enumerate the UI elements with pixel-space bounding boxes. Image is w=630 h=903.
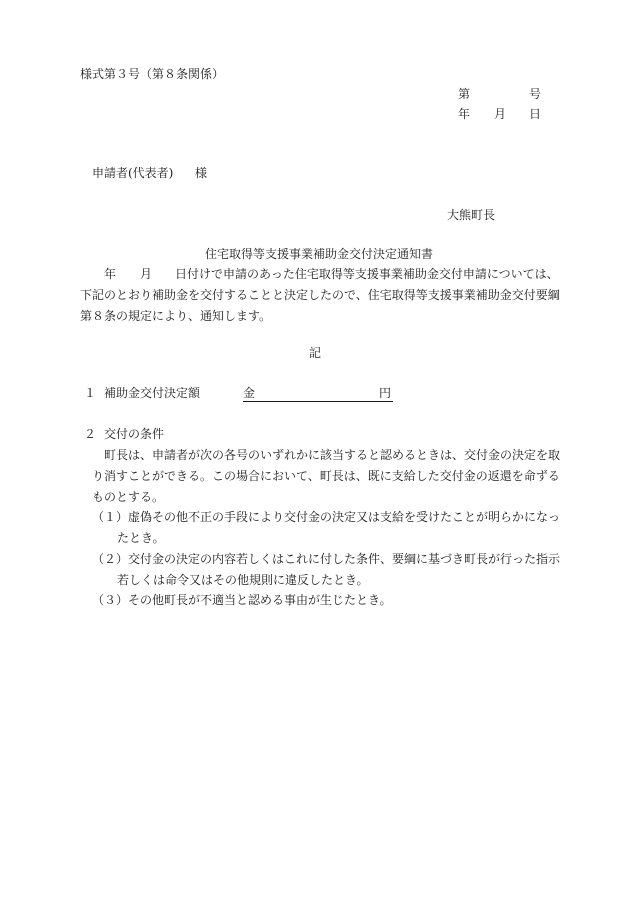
addressee-honorific: 様	[195, 166, 208, 180]
amount-prefix: 金	[243, 386, 256, 400]
condition-3-number: （３）	[92, 593, 129, 607]
condition-2-line-1: 交付金の決定の内容若しくはこれに付した条件、要綱に基づき町長が行った指示	[128, 552, 561, 566]
intro-year: 年	[104, 267, 117, 281]
intro-line-1: 日付けで申請のあった住宅取得等支援事業補助金交付申請については、	[175, 267, 559, 281]
date-year: 年	[458, 107, 471, 121]
amount-suffix: 円	[378, 386, 391, 400]
issuer: 大熊町長	[447, 208, 496, 222]
item2-label: 交付の条件	[104, 427, 165, 441]
item2-number: ２	[84, 427, 97, 441]
intro-month: 月	[140, 267, 153, 281]
intro-line-3: 第８条の規定により、通知します。	[80, 309, 272, 323]
condition-1-number: （１）	[92, 510, 129, 524]
amount-field	[243, 385, 393, 402]
doc-number-gou: 号	[529, 87, 542, 101]
condition-3-line-1: その他町長が不適当と認める事由が生じたとき。	[128, 593, 392, 607]
ki-heading: 記	[309, 346, 322, 360]
condition-2-number: （２）	[92, 552, 129, 566]
condition-1-line-2: たとき。	[117, 531, 165, 545]
item2-body-line-3: ものとする。	[92, 490, 165, 504]
condition-2-line-2: 若しくは命令又はその他規則に違反したとき。	[117, 573, 369, 587]
form-label: 様式第３号（第８条関係）	[80, 67, 225, 81]
item1-label: 補助金交付決定額	[104, 386, 201, 400]
date-day: 日	[529, 107, 542, 121]
item2-body-line-2: り消すことができる。この場合において、町長は、既に支給した交付金の返還を命ずる	[92, 469, 560, 483]
condition-1-line-1: 虚偽その他不正の手段により交付金の決定又は支給を受けたことが明らかになっ	[128, 510, 561, 524]
item1-number: １	[84, 386, 97, 400]
item2-body-line-1: 町長は、申請者が次の各号のいずれかに該当すると認めるときは、交付金の決定を取	[104, 448, 561, 462]
intro-line-2: 下記のとおり補助金を交付することと決定したので、住宅取得等支援事業補助金交付要綱	[80, 288, 560, 302]
doc-number-dai: 第	[458, 87, 471, 101]
addressee-name: 申請者(代表者)	[92, 166, 174, 180]
date-month: 月	[494, 107, 507, 121]
document-title: 住宅取得等支援事業補助金交付決定通知書	[205, 247, 434, 261]
